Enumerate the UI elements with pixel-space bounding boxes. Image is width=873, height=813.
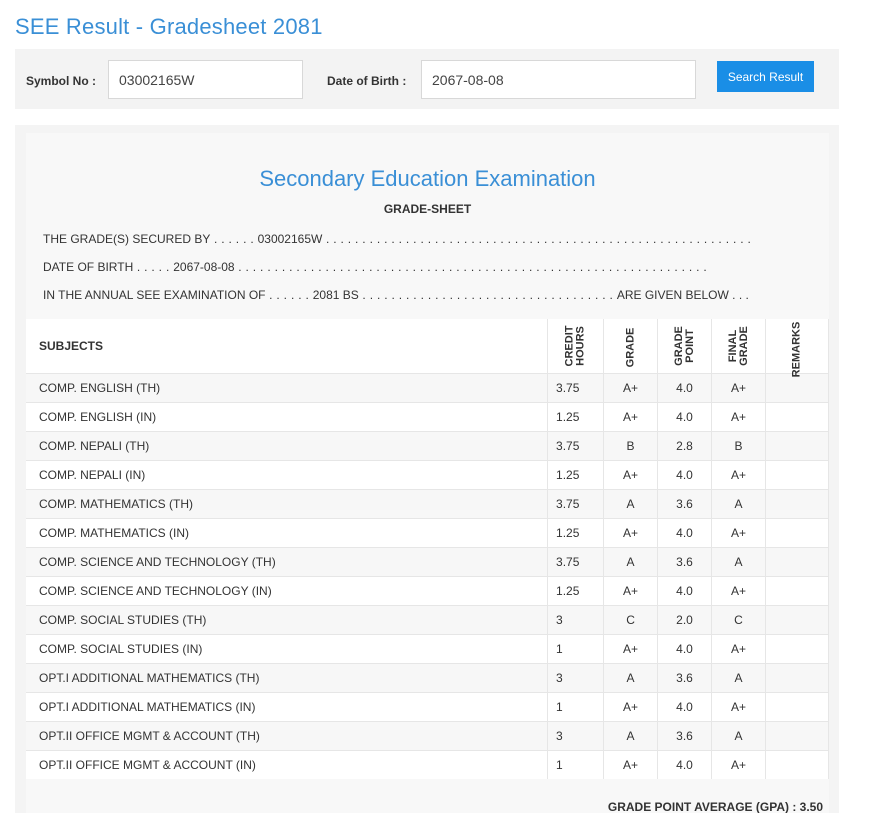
- grade-cell: A+: [604, 576, 658, 605]
- remarks-cell: [765, 750, 828, 779]
- subject-cell: OPT.I ADDITIONAL MATHEMATICS (IN): [26, 692, 548, 721]
- header-subjects: SUBJECTS: [26, 319, 548, 373]
- table-row: [26, 634, 829, 663]
- final-grade-cell: A+: [712, 460, 766, 489]
- grade-cell: A+: [604, 518, 658, 547]
- final-grade-cell: A: [712, 489, 766, 518]
- exam-year-label: IN THE ANNUAL SEE EXAMINATION OF: [43, 288, 266, 302]
- symbol-label: Symbol No :: [26, 74, 97, 88]
- gpa-summary: GRADE POINT AVERAGE (GPA) : 3.50: [607, 800, 823, 813]
- grade-cell: A+: [604, 460, 658, 489]
- subject-cell: COMP. SCIENCE AND TECHNOLOGY (TH): [26, 547, 548, 576]
- remarks-cell: [765, 547, 828, 576]
- subject-cell: COMP. NEPALI (TH): [26, 431, 548, 460]
- table-row: [26, 373, 829, 402]
- exam-year-line: IN THE ANNUAL SEE EXAMINATION OF . . . . . . 2081 BS . . . . . . . . . . . . . . . . . . . . . . . . . . . . . . . . . . . ARE GIVEN BELOW . . .: [43, 288, 749, 302]
- grade-cell: A: [604, 721, 658, 750]
- final-grade-cell: A+: [712, 634, 766, 663]
- remarks-cell: [765, 721, 828, 750]
- credit-hours-cell: 3.75: [548, 489, 604, 518]
- credit-hours-cell: 3.75: [548, 373, 604, 402]
- remarks-cell: [765, 489, 828, 518]
- remarks-cell: [765, 663, 828, 692]
- grade-cell: A+: [604, 373, 658, 402]
- gradesheet: [26, 133, 829, 813]
- credit-hours-cell: 1.25: [548, 402, 604, 431]
- dob-line-label: DATE OF BIRTH: [43, 260, 134, 274]
- dob-line-value: 2067-08-08: [173, 260, 235, 274]
- grade-point-cell: 2.8: [658, 431, 712, 460]
- remarks-cell: [765, 402, 828, 431]
- grade-point-cell: 3.6: [658, 663, 712, 692]
- grade-cell: A+: [604, 634, 658, 663]
- gradesheet-title: GRADE-SHEET: [383, 202, 472, 216]
- secured-by-line: THE GRADE(S) SECURED BY . . . . . . 03002165W . . . . . . . . . . . . . . . . . . . . . . . . . . . . . . . . . . . . . . . . . . . . . . . . . . . . . . . . . . .: [43, 232, 752, 246]
- remarks-cell: [765, 373, 828, 402]
- exam-title: Secondary Education Examination: [259, 166, 596, 191]
- secured-by-value: 03002165W: [257, 232, 323, 246]
- table-row: [26, 431, 829, 460]
- table-row: [26, 547, 829, 576]
- remarks-cell: [765, 634, 828, 663]
- exam-year-suffix: ARE GIVEN BELOW . . .: [616, 288, 749, 302]
- header-final-grade: FINAL GRADE: [712, 319, 766, 373]
- grade-point-cell: 3.6: [658, 547, 712, 576]
- search-form: [15, 49, 839, 109]
- remarks-cell: [765, 576, 828, 605]
- final-grade-cell: A+: [712, 750, 766, 779]
- subject-cell: COMP. ENGLISH (IN): [26, 402, 548, 431]
- dob-label: Date of Birth :: [327, 74, 407, 88]
- secured-by-label: THE GRADE(S) SECURED BY: [43, 232, 211, 246]
- grade-cell: B: [604, 431, 658, 460]
- credit-hours-cell: 1: [548, 692, 604, 721]
- grade-cell: A+: [604, 402, 658, 431]
- credit-hours-cell: 1.25: [548, 518, 604, 547]
- header-credit-hours: CREDIT HOURS: [548, 319, 604, 373]
- subject-cell: COMP. MATHEMATICS (TH): [26, 489, 548, 518]
- grades-table: [26, 319, 829, 779]
- exam-year-value: 2081 BS: [312, 288, 359, 302]
- grade-point-cell: 4.0: [658, 576, 712, 605]
- subject-cell: OPT.II OFFICE MGMT & ACCOUNT (IN): [26, 750, 548, 779]
- gradesheet-container: [15, 125, 839, 813]
- grade-point-cell: 4.0: [658, 692, 712, 721]
- subject-cell: OPT.I ADDITIONAL MATHEMATICS (TH): [26, 663, 548, 692]
- credit-hours-cell: 1: [548, 750, 604, 779]
- subject-cell: COMP. NEPALI (IN): [26, 460, 548, 489]
- credit-hours-cell: 3.75: [548, 547, 604, 576]
- subject-cell: COMP. ENGLISH (TH): [26, 373, 548, 402]
- credit-hours-cell: 3: [548, 721, 604, 750]
- remarks-cell: [765, 460, 828, 489]
- subject-cell: OPT.II OFFICE MGMT & ACCOUNT (TH): [26, 721, 548, 750]
- dob-input[interactable]: [421, 60, 696, 99]
- table-row: [26, 460, 829, 489]
- credit-hours-cell: 1.25: [548, 576, 604, 605]
- symbol-input[interactable]: [108, 60, 303, 99]
- final-grade-cell: C: [712, 605, 766, 634]
- remarks-cell: [765, 692, 828, 721]
- final-grade-cell: A: [712, 721, 766, 750]
- credit-hours-cell: 1.25: [548, 460, 604, 489]
- table-row: [26, 576, 829, 605]
- table-row: [26, 692, 829, 721]
- table-row: [26, 605, 829, 634]
- grade-point-cell: 4.0: [658, 373, 712, 402]
- credit-hours-cell: 3.75: [548, 431, 604, 460]
- subject-cell: COMP. SOCIAL STUDIES (TH): [26, 605, 548, 634]
- grade-cell: A: [604, 547, 658, 576]
- final-grade-cell: A+: [712, 518, 766, 547]
- final-grade-cell: A+: [712, 373, 766, 402]
- table-row: [26, 721, 829, 750]
- final-grade-cell: A+: [712, 692, 766, 721]
- final-grade-cell: A: [712, 547, 766, 576]
- final-grade-cell: A+: [712, 576, 766, 605]
- grade-cell: A+: [604, 750, 658, 779]
- subject-cell: COMP. MATHEMATICS (IN): [26, 518, 548, 547]
- header-grade-point: GRADE POINT: [658, 319, 712, 373]
- final-grade-cell: A: [712, 663, 766, 692]
- table-header-row: [26, 319, 829, 373]
- subject-cell: COMP. SCIENCE AND TECHNOLOGY (IN): [26, 576, 548, 605]
- credit-hours-cell: 1: [548, 634, 604, 663]
- header-remarks: REMARKS: [765, 319, 828, 373]
- grade-point-cell: 2.0: [658, 605, 712, 634]
- credit-hours-cell: 3: [548, 605, 604, 634]
- page-title: SEE Result - Gradesheet 2081: [15, 14, 323, 39]
- grade-point-cell: 4.0: [658, 518, 712, 547]
- grade-point-cell: 3.6: [658, 489, 712, 518]
- dob-line: DATE OF BIRTH . . . . . 2067-08-08 . . . . . . . . . . . . . . . . . . . . . . . . . . . . . . . . . . . . . . . . . . . . . . . . . . . . . . . . . . . . . . . . .: [43, 260, 708, 274]
- grade-point-cell: 4.0: [658, 634, 712, 663]
- table-row: [26, 489, 829, 518]
- search-result-button[interactable]: Search Result: [717, 61, 814, 92]
- grade-cell: A+: [604, 692, 658, 721]
- credit-hours-cell: 3: [548, 663, 604, 692]
- grade-point-cell: 4.0: [658, 402, 712, 431]
- final-grade-cell: A+: [712, 402, 766, 431]
- grade-cell: C: [604, 605, 658, 634]
- table-row: [26, 663, 829, 692]
- table-row: [26, 402, 829, 431]
- grade-cell: A: [604, 489, 658, 518]
- table-row: [26, 518, 829, 547]
- subject-cell: COMP. SOCIAL STUDIES (IN): [26, 634, 548, 663]
- header-grade: GRADE: [604, 319, 658, 373]
- table-row: [26, 750, 829, 779]
- grade-point-cell: 3.6: [658, 721, 712, 750]
- remarks-cell: [765, 518, 828, 547]
- final-grade-cell: B: [712, 431, 766, 460]
- grade-cell: A: [604, 663, 658, 692]
- remarks-cell: [765, 431, 828, 460]
- grade-point-cell: 4.0: [658, 750, 712, 779]
- remarks-cell: [765, 605, 828, 634]
- grade-point-cell: 4.0: [658, 460, 712, 489]
